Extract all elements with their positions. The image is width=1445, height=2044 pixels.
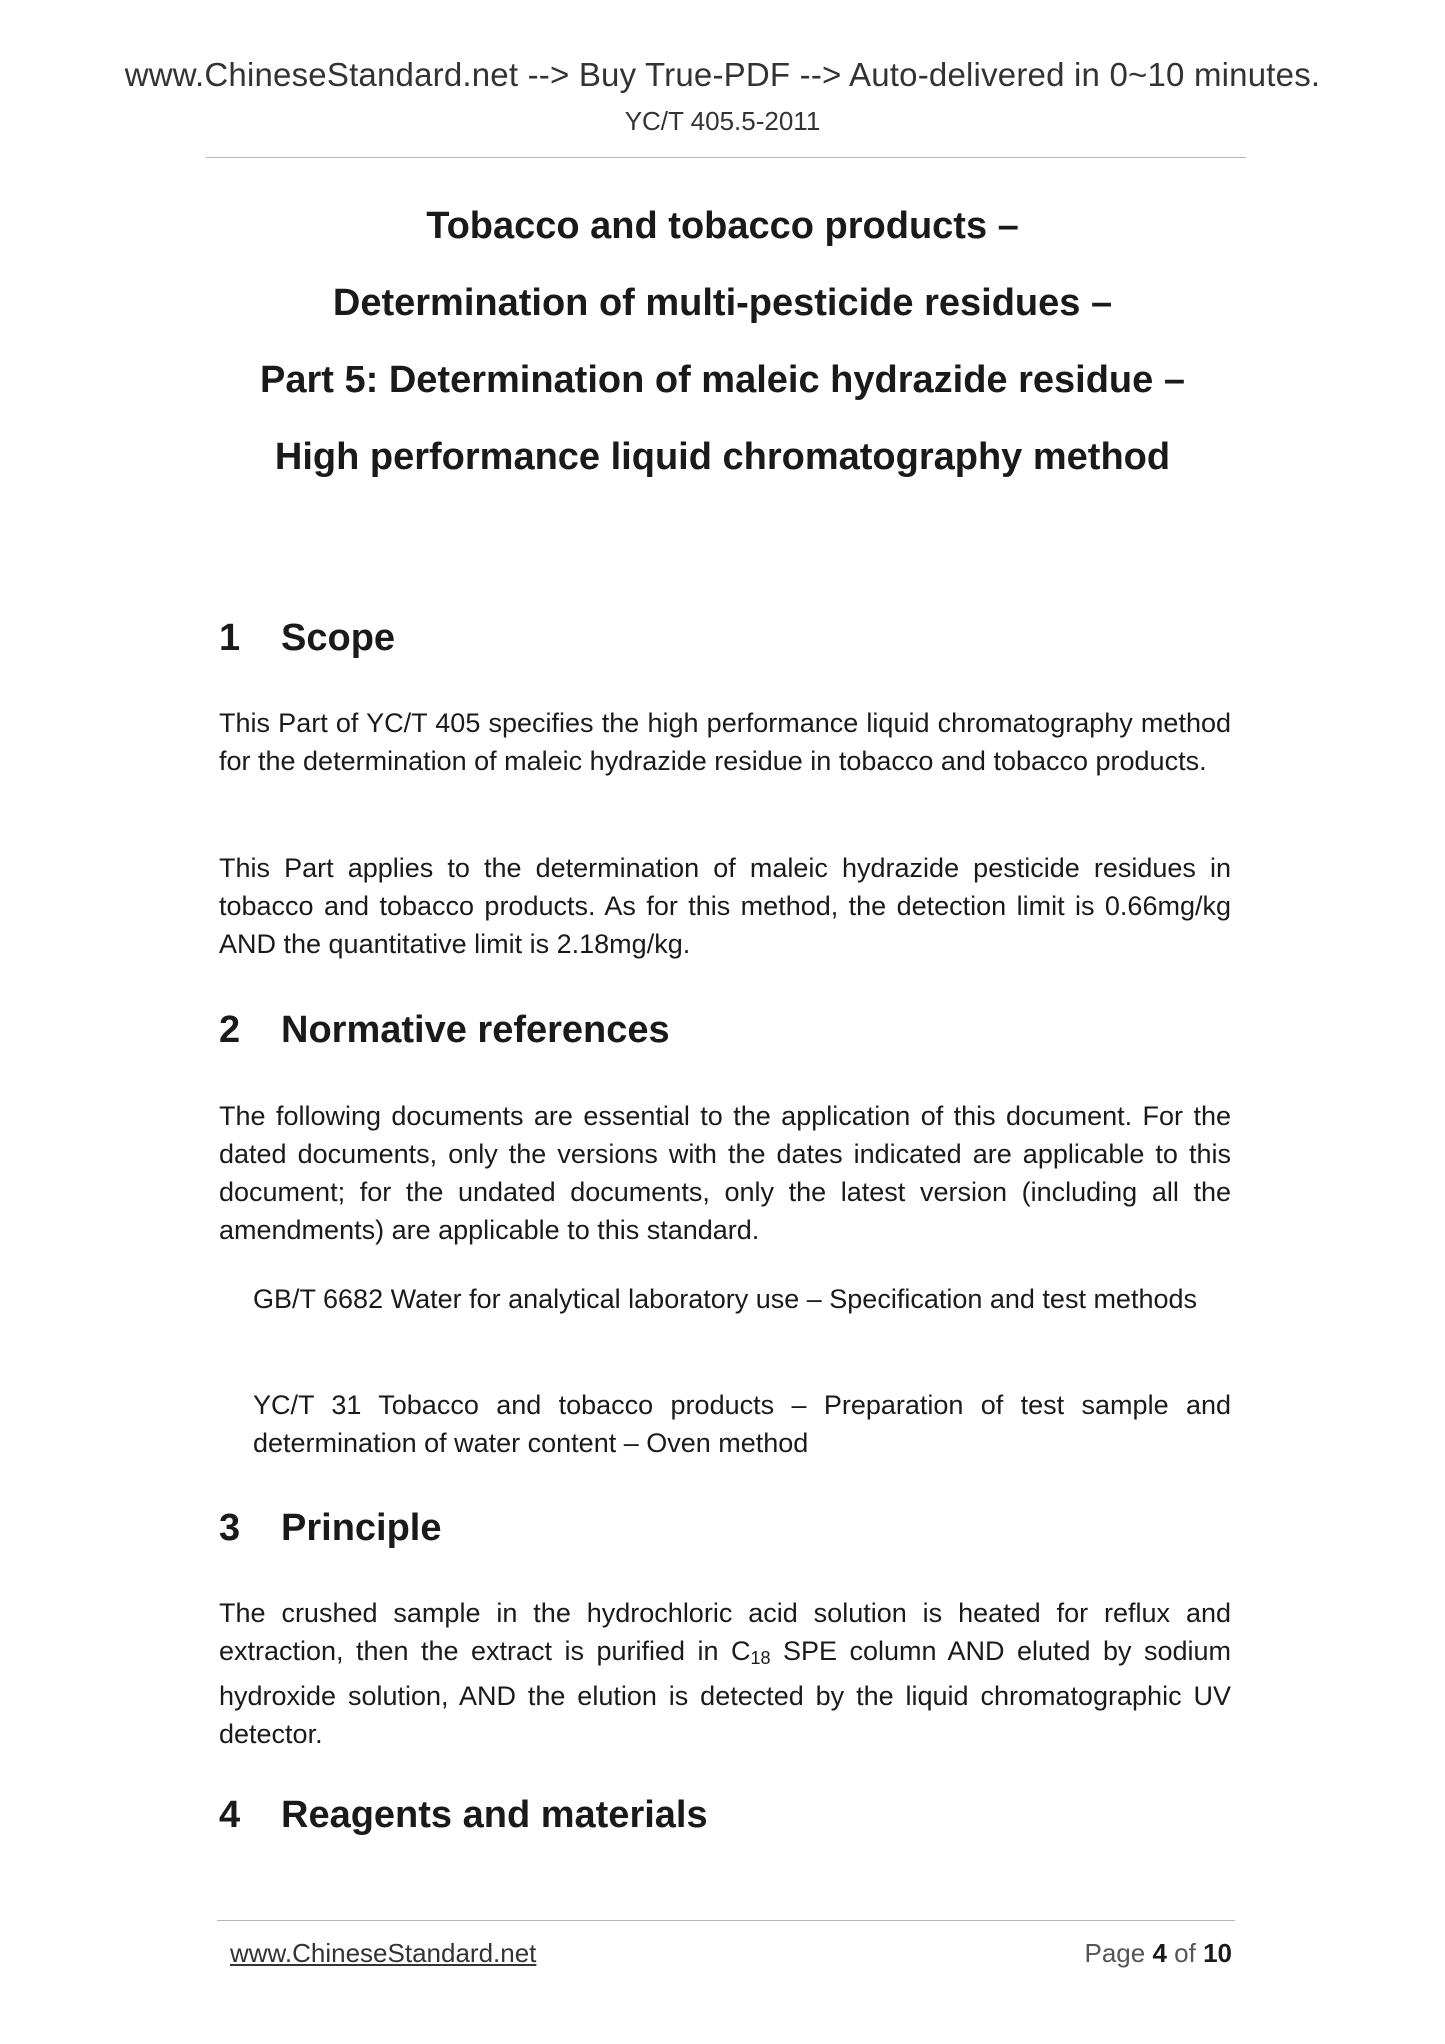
- page-prefix: Page: [1084, 1938, 1146, 1968]
- title-line-4: High performance liquid chromatography method: [274, 436, 1171, 478]
- reference-yct-31: YC/T 31 Tobacco and tobacco products – Preparation of test sample and determination of water content – Oven method: [253, 1390, 1231, 1458]
- principle-paragraph: [219, 1594, 1231, 1753]
- subscript-18: 18: [750, 1648, 771, 1668]
- title-line-2: Determination of multi-pesticide residues –: [332, 282, 1113, 324]
- header-divider: [206, 157, 1246, 158]
- page-current: 4: [1152, 1938, 1167, 1968]
- page-of: of: [1174, 1938, 1196, 1968]
- section-number: 2: [219, 1009, 241, 1051]
- page-total: 10: [1203, 1938, 1232, 1968]
- title-line-3: Part 5: Determination of maleic hydrazide residue –: [260, 359, 1185, 401]
- page-indicator: [1084, 1938, 1232, 1969]
- footer-website-link[interactable]: www.ChineseStandard.net: [230, 1938, 537, 1968]
- section-number: 1: [219, 617, 241, 659]
- scope-paragraph-2: This Part applies to the determination of maleic hydrazide pesticide residues in tobacco and tobacco products. As for this method, the detection limit is 0.66mg/kg AND the quantitative limit is 2.18mg/kg.: [219, 853, 1231, 959]
- section-number: 4: [219, 1794, 241, 1836]
- section-title: Scope: [281, 617, 396, 659]
- principle-text-part-2: SPE column AND eluted by sodium hydroxide solution, AND the elution is detected by the liquid chromatographic UV detector.: [219, 1636, 1231, 1749]
- title-line-1: Tobacco and tobacco products –: [426, 205, 1019, 247]
- footer-divider: [217, 1920, 1235, 1921]
- section-3-heading: [219, 1507, 442, 1550]
- header-banner: www.ChineseStandard.net --> Buy True-PDF --> Auto-delivered in 0~10 minutes.: [124, 56, 1321, 93]
- section-4-heading: [219, 1794, 708, 1837]
- principle-text-part-1: The crushed sample in the hydrochloric acid solution is heated for reflux and extraction, then the extract is purified in C: [219, 1598, 1231, 1666]
- normative-paragraph: The following documents are essential to the application of this document. For the dated documents, only the versions with the dates indicated are applicable to this document; for the undated documents, only the latest version (including all the amendments) are applicable to this standard.: [219, 1101, 1231, 1245]
- reference-gbt-6682: GB/T 6682 Water for analytical laboratory use – Specification and test methods: [253, 1284, 1197, 1314]
- section-number: 3: [219, 1507, 241, 1549]
- section-title: Normative references: [281, 1009, 670, 1051]
- section-2-heading: [219, 1009, 670, 1052]
- section-1-heading: [219, 617, 395, 660]
- section-title: Reagents and materials: [281, 1794, 708, 1836]
- standard-number: YC/T 405.5-2011: [624, 106, 821, 136]
- section-title: Principle: [281, 1507, 442, 1549]
- scope-paragraph-1: This Part of YC/T 405 specifies the high performance liquid chromatography method for the determination of maleic hydrazide residue in tobacco and tobacco products.: [219, 708, 1231, 776]
